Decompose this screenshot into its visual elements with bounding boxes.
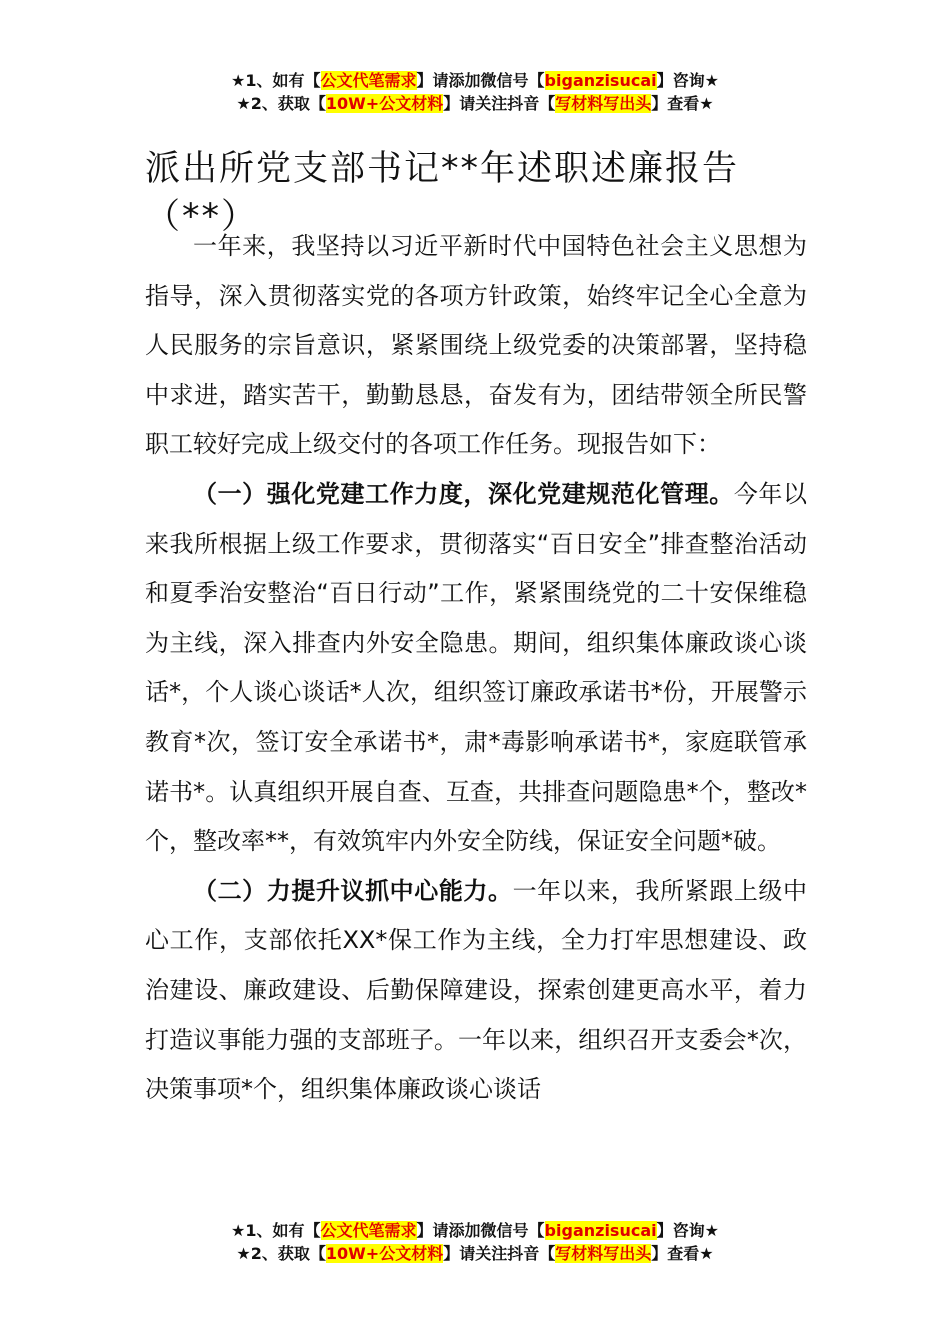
header-ad-line-2: ★2、获取【10W+公文材料】请关注抖音【写材料写出头】查看★ [236, 94, 714, 113]
footer-ad-douyin-id: 写材料写出头 [555, 1244, 652, 1263]
footer-ad-highlight-2: 10W+公文材料 [325, 1244, 444, 1263]
intro-paragraph: 一年来，我坚持以习近平新时代中国特色社会主义思想为指导，深入贯彻落实党的各项方针政策，始终牢记全心全意为人民服务的宗旨意识，紧紧围绕上级党委的决策部署，坚持稳中求进，踏实苦干，勤勤恳恳，奋发有为，团结带领全所民警职工较好完成上级交付的各项工作任务。现报告如下： [145, 232, 807, 459]
footer-ad-line-2: ★2、获取【10W+公文材料】请关注抖音【写材料写出头】查看★ [236, 1244, 714, 1263]
document-body [145, 222, 807, 1115]
header-ad-highlight-1: 公文代笔需求 [320, 71, 417, 90]
footer-ad-highlight-1: 公文代笔需求 [320, 1221, 417, 1240]
footer-ad-line-1: ★1、如有【公文代笔需求】请添加微信号【biganzisucai】咨询★ [231, 1221, 719, 1240]
section-1-paragraph [145, 470, 807, 867]
section-2-text: 一年以来，我所紧跟上级中心工作，支部依托XX*保工作为主线，全力打牢思想建设、政治建设、廉政建设、后勤保障建设，探索创建更高水平，着力打造议事能力强的支部班子。一年以来，组织召开支委会*次，决策事项*个，组织集体廉政谈心谈话 [145, 876, 808, 1104]
header-ad-wechat-id: biganzisucai [544, 71, 657, 90]
section-2-paragraph [145, 867, 807, 1115]
header-ad-line-1: ★1、如有【公文代笔需求】请添加微信号【biganzisucai】咨询★ [231, 71, 719, 90]
document-title: 派出所党支部书记**年述职述廉报告（**） [145, 149, 740, 238]
section-1-text: 今年以来我所根据上级工作要求，贯彻落实“百日安全”排查整治活动和夏季治安整治“百日行动”工作，紧紧围绕党的二十安保维稳为主线，深入排查内外安全隐患。期间，组织集体廉政谈心谈话*，个人谈心谈话*人次，组织签订廉政承诺书*份，开展警示教育*次，签订安全承诺书*，肃*毒影响承诺书*，家庭联管承诺书*。认真组织开展自查、互查，共排查问题隐患*个，整改*个，整改率**，有效筑牢内外安全防线，保证安全问题*破。 [145, 479, 808, 856]
header-ad-highlight-2: 10W+公文材料 [325, 94, 444, 113]
section-2-heading: （二）力提升议抓中心能力。 [193, 876, 513, 905]
footer-ad-wechat-id: biganzisucai [544, 1221, 657, 1240]
header-ad-douyin-id: 写材料写出头 [555, 94, 652, 113]
section-1-heading: （一）强化党建工作力度，深化党建规范化管理。 [193, 479, 734, 508]
